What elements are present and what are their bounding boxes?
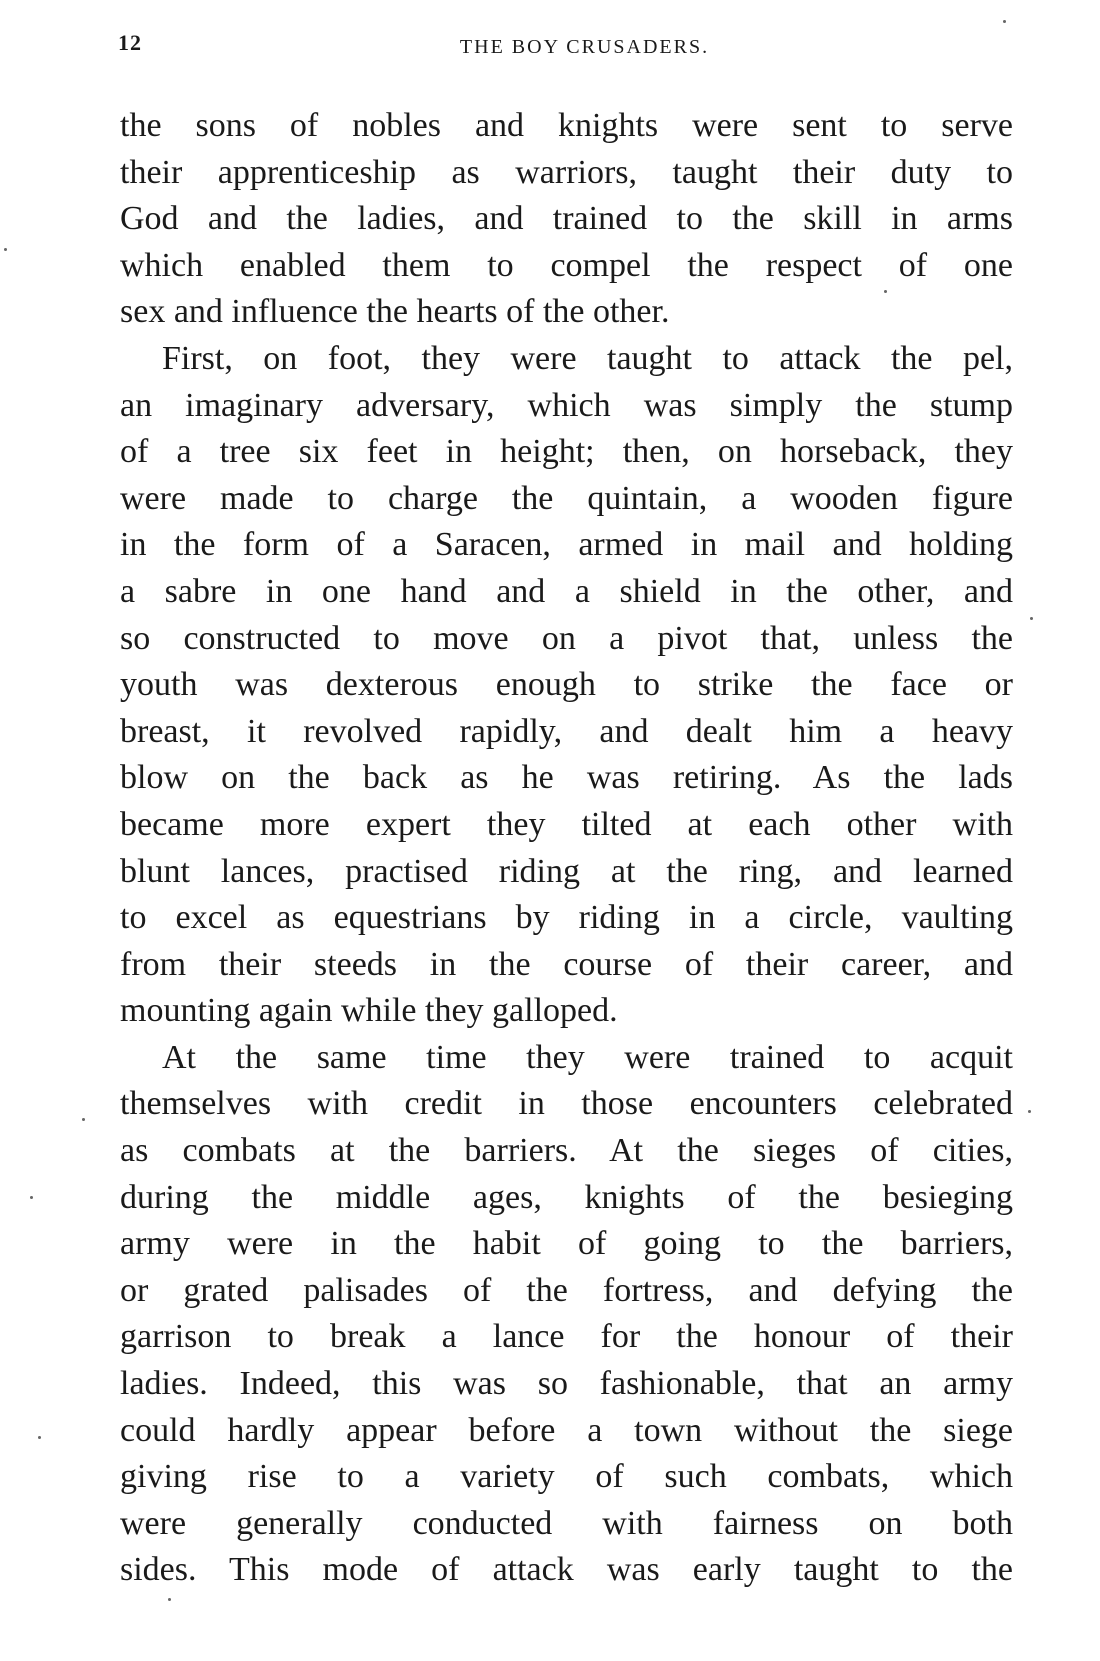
text-line: At the same time they were trained to acquit [162, 1038, 1013, 1076]
text-line: breast, it revolved rapidly, and dealt him a heavy [120, 712, 1013, 750]
text-line: mounting again while they galloped. [120, 992, 618, 1030]
text-line: were generally conducted with fairness on both [120, 1504, 1013, 1542]
body-text [120, 103, 1013, 1594]
text-line: God and the ladies, and trained to the skill in arms [120, 200, 1013, 238]
paragraph [120, 1035, 1013, 1594]
text-line: became more expert they tilted at each other with [120, 805, 1013, 843]
running-head [118, 30, 1011, 66]
text-line: ladies. Indeed, this was so fashionable, that an army [120, 1365, 1013, 1403]
text-line: from their steeds in the course of their career, and [120, 945, 1013, 983]
text-line: giving rise to a variety of such combats, which [120, 1458, 1013, 1496]
text-line: were made to charge the quintain, a wooden figure [120, 479, 1013, 517]
text-line: their apprenticeship as warriors, taught their duty to [120, 153, 1013, 191]
text-line: during the middle ages, knights of the besieging [120, 1178, 1013, 1216]
text-line: army were in the habit of going to the barriers, [120, 1225, 1013, 1263]
text-line: garrison to break a lance for the honour of their [120, 1318, 1013, 1356]
text-line: a sabre in one hand and a shield in the other, and [120, 572, 1013, 610]
page-number: 12 [118, 30, 142, 55]
text-line: so constructed to move on a pivot that, unless the [120, 619, 1013, 657]
text-line: themselves with credit in those encounters celebrated [120, 1085, 1013, 1123]
paragraph [120, 103, 1013, 336]
text-line: sides. This mode of attack was early taught to the [120, 1551, 1013, 1589]
text-line: as combats at the barriers. At the sieges of cities, [120, 1132, 1013, 1170]
text-line: or grated palisades of the fortress, and defying the [120, 1271, 1013, 1309]
text-line: First, on foot, they were taught to attack the pel, [162, 339, 1013, 377]
text-line: to excel as equestrians by riding in a circle, vaulting [120, 899, 1013, 937]
paragraph [120, 336, 1013, 1035]
text-line: blow on the back as he was retiring. As the lads [120, 759, 1013, 797]
text-line: sex and influence the hearts of the other. [120, 293, 670, 331]
text-line: which enabled them to compel the respect of one [120, 246, 1013, 284]
text-line: the sons of nobles and knights were sent to serve [120, 107, 1013, 144]
text-line: youth was dexterous enough to strike the face or [120, 666, 1013, 704]
text-line: an imaginary adversary, which was simply the stump [120, 386, 1013, 424]
running-title: THE BOY CRUSADERS. [459, 36, 710, 58]
text-line: in the form of a Saracen, armed in mail and holding [120, 526, 1013, 564]
text-line: of a tree six feet in height; then, on horseback, they [120, 433, 1013, 471]
text-line: could hardly appear before a town without the siege [120, 1411, 1013, 1449]
text-line: blunt lances, practised riding at the ring, and learned [120, 852, 1013, 890]
